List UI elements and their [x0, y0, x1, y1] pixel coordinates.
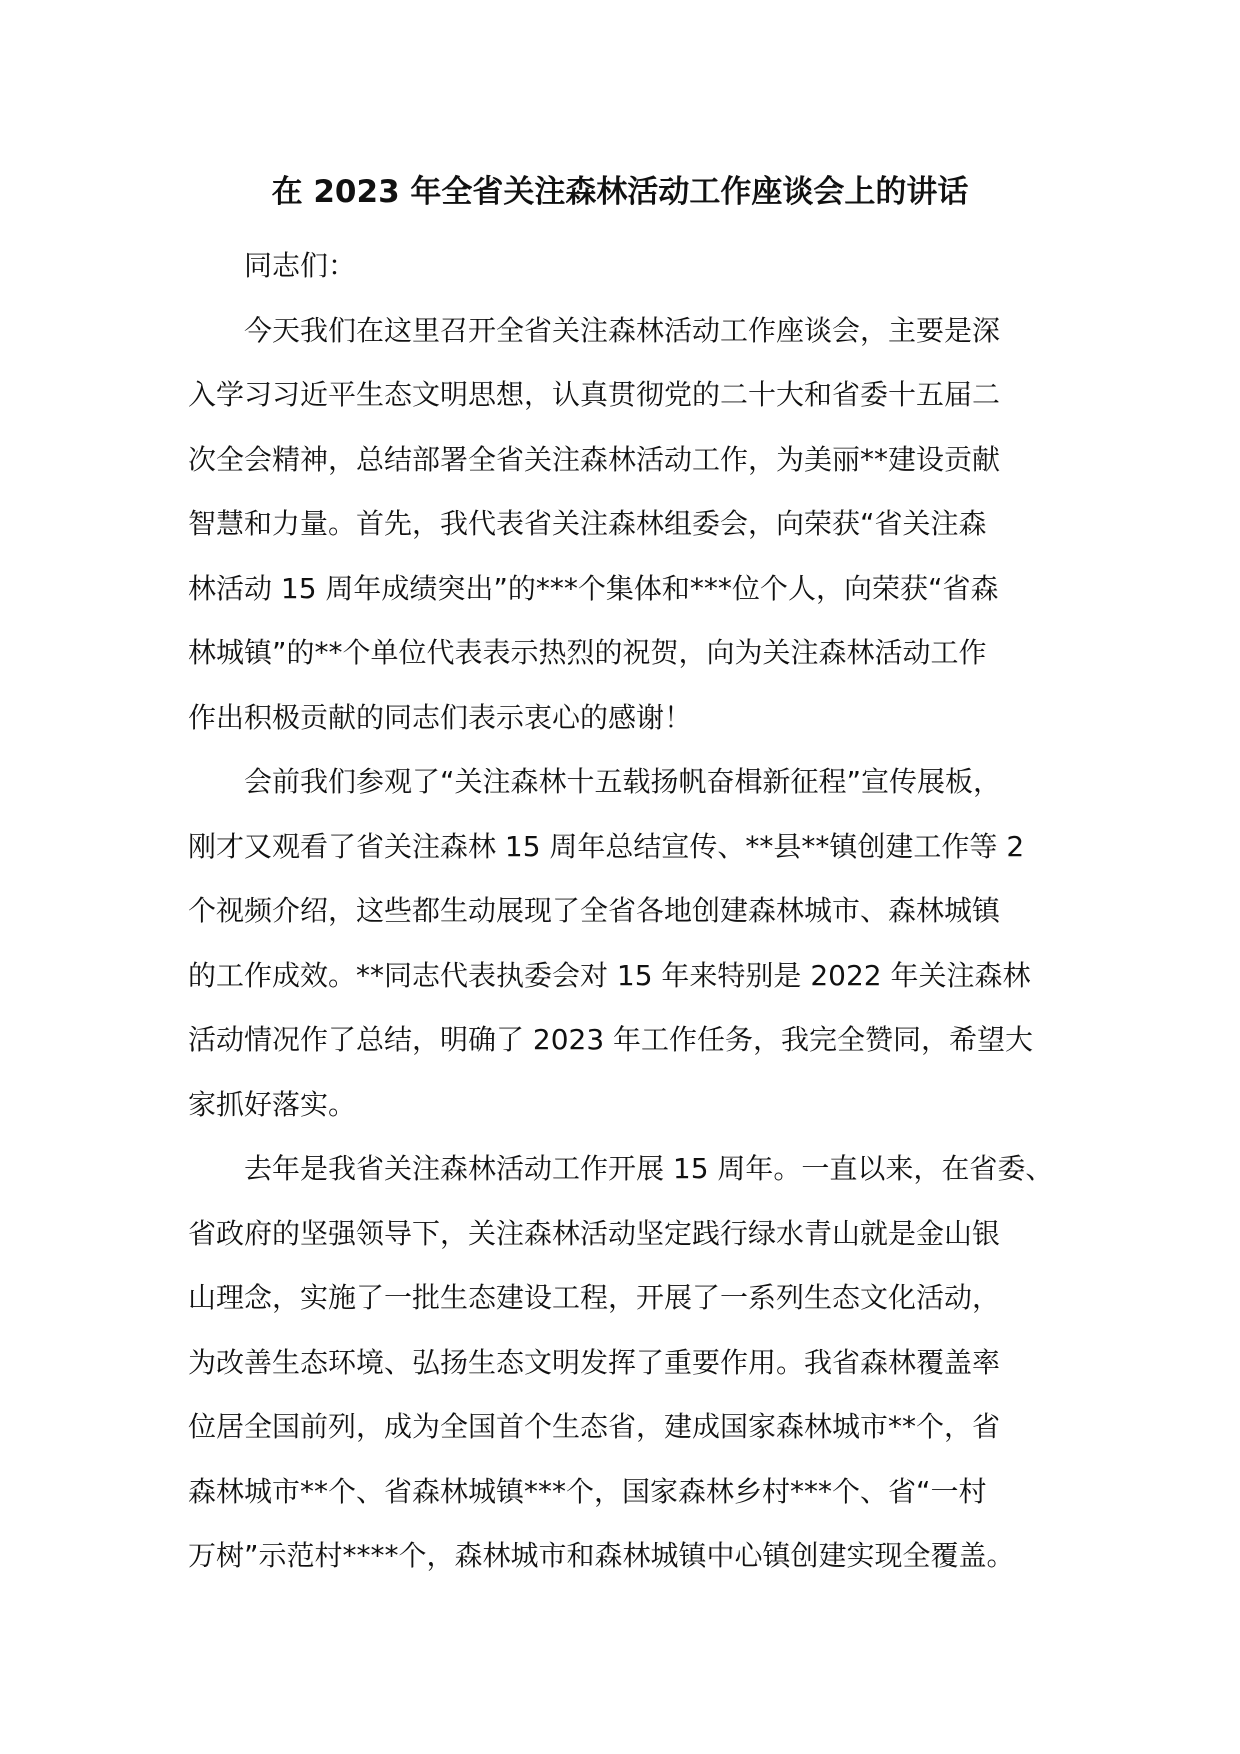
paragraph-line: 的工作成效。**同志代表执委会对 15 年来特别是 2022 年关注森林	[188, 958, 1031, 992]
document-title: 在 2023 年全省关注森林活动工作座谈会上的讲话	[271, 174, 969, 210]
paragraph-line: 去年是我省关注森林活动工作开展 15 周年。一直以来，在省委、	[244, 1152, 1054, 1185]
paragraph-line: 智慧和力量。首先，我代表省关注森林组委会，向荣获“省关注森	[188, 507, 987, 540]
paragraph-3	[188, 1137, 1056, 1589]
paragraph-line: 山理念，实施了一批生态建设工程，开展了一系列生态文化活动，	[188, 1281, 1001, 1314]
paragraph-line: 森林城市**个、省森林城镇***个，国家森林乡村***个、省“一村	[188, 1474, 987, 1508]
salutation: 同志们：	[244, 249, 357, 282]
paragraph-line: 入学习习近平生态文明思想，认真贯彻党的二十大和省委十五届二	[188, 378, 1001, 411]
paragraph-line: 个视频介绍，这些都生动展现了全省各地创建森林城市、森林城镇	[188, 894, 1001, 927]
paragraph-line: 林城镇”的**个单位代表表示热烈的祝贺，向为关注森林活动工作	[188, 636, 987, 669]
paragraph-line: 位居全国前列，成为全国首个生态省，建成国家森林城市**个，省	[188, 1410, 1001, 1443]
paragraph-line: 为改善生态环境、弘扬生态文明发挥了重要作用。我省森林覆盖率	[188, 1345, 1001, 1379]
paragraph-line: 家抓好落实。	[188, 1087, 357, 1121]
paragraph-line: 今天我们在这里召开全省关注森林活动工作座谈会，主要是深	[244, 313, 1001, 347]
paragraph-line: 次全会精神，总结部署全省关注森林活动工作，为美丽**建设贡献	[188, 442, 1001, 476]
paragraph-line: 省政府的坚强领导下，关注森林活动坚定践行绿水青山就是金山银	[188, 1216, 1001, 1250]
paragraph-1	[188, 299, 1056, 751]
paragraph-line: 会前我们参观了“关注森林十五载扬帆奋楫新征程”宣传展板，	[244, 765, 1002, 798]
document-body	[188, 234, 1056, 1589]
paragraph-line: 活动情况作了总结，明确了 2023 年工作任务，我完全赞同，希望大	[188, 1023, 1034, 1056]
paragraph-line: 刚才又观看了省关注森林 15 周年总结宣传、**县**镇创建工作等 2	[188, 829, 1025, 863]
paragraph-line: 万树”示范村****个，森林城市和森林城镇中心镇创建实现全覆盖。	[188, 1539, 1015, 1572]
paragraph-2	[188, 750, 1056, 1137]
paragraph-line: 作出积极贡献的同志们表示衷心的感谢！	[188, 700, 693, 734]
paragraph-line: 林活动 15 周年成绩突出”的***个集体和***位个人，向荣获“省森	[188, 571, 999, 605]
